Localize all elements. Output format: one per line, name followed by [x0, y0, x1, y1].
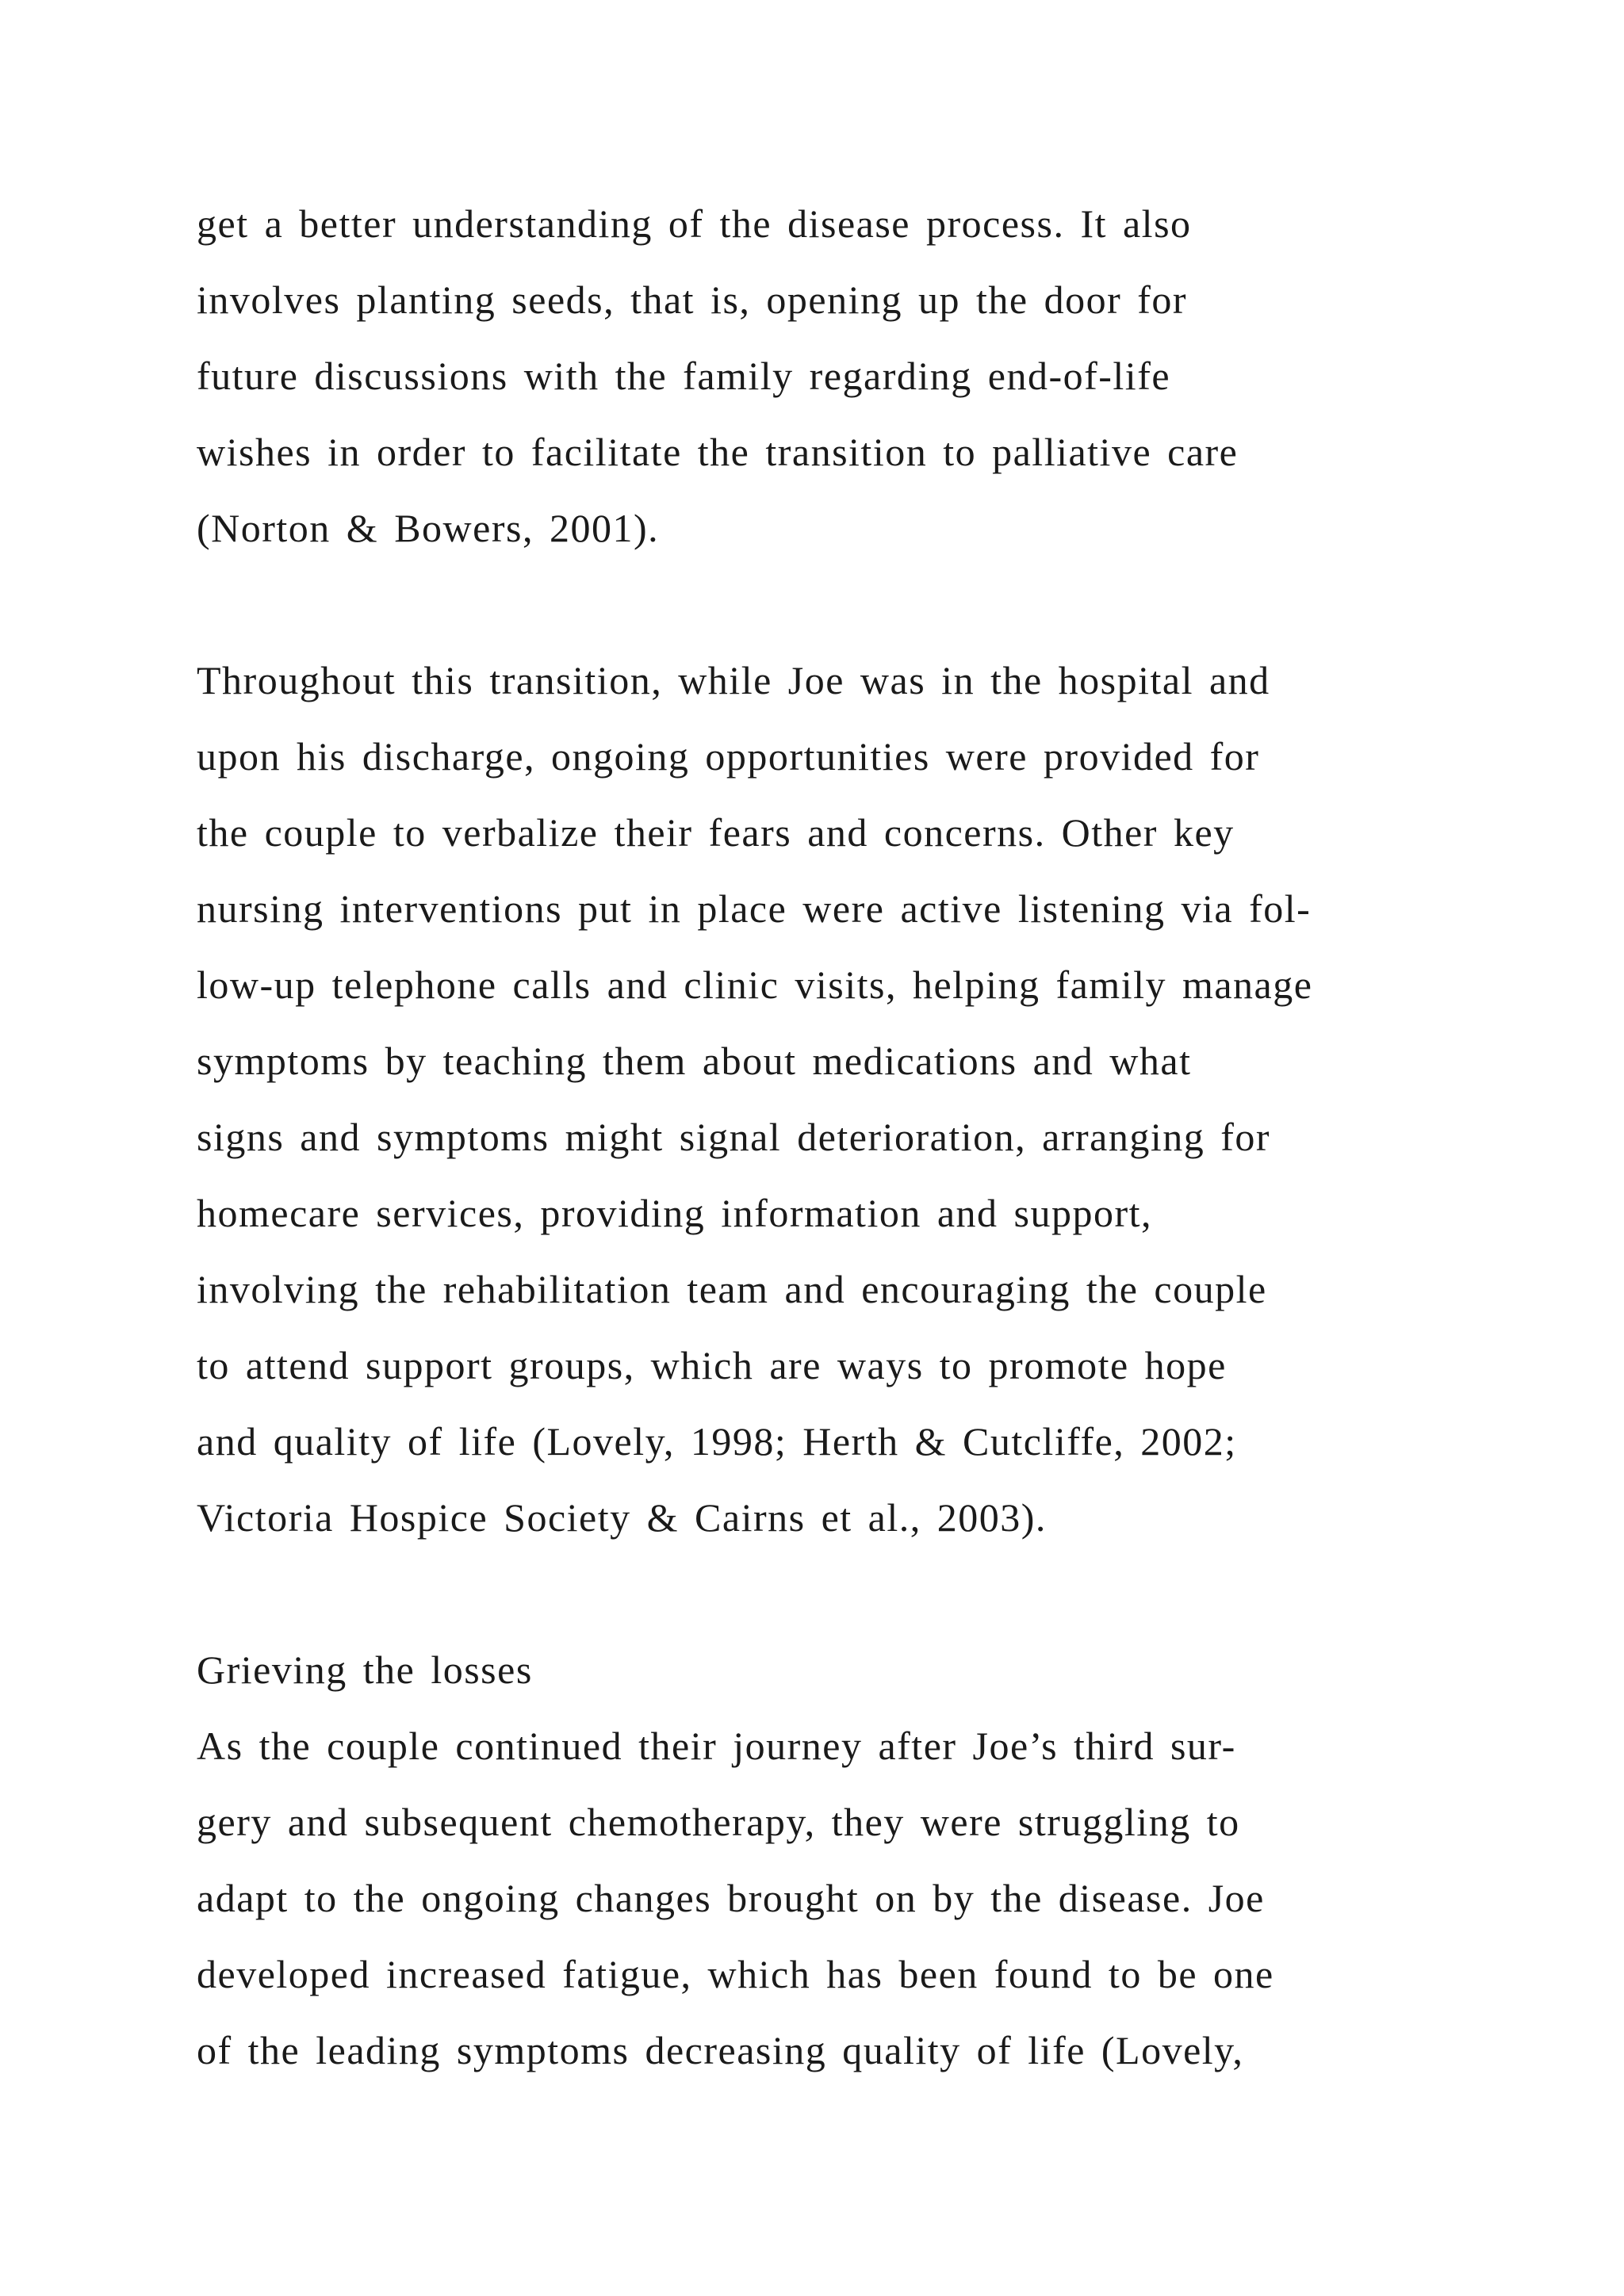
text-line: gery and subsequent chemotherapy, they were struggling to: [197, 1800, 1240, 1844]
text-line: (Norton & Bowers, 2001).: [197, 506, 660, 550]
text-line: nursing interventions put in place were active listening via fol-: [197, 886, 1312, 931]
paragraph-2: [197, 642, 1465, 1556]
text-line: homecare services, providing information and support,: [197, 1191, 1153, 1235]
paragraph-1: [197, 186, 1465, 566]
text-line: of the leading symptoms decreasing quality of life (Lovely,: [197, 2028, 1244, 2072]
text-line: get a better understanding of the disease process. It also: [197, 201, 1192, 246]
text-line: involves planting seeds, that is, opening up the door for: [197, 277, 1188, 322]
text-line: symptoms by teaching them about medications and what: [197, 1039, 1192, 1083]
text-line: signs and symptoms might signal deterioration, arranging for: [197, 1115, 1271, 1159]
text-line: Throughout this transition, while Joe was in the hospital and: [197, 658, 1270, 702]
text-line: As the couple continued their journey after Joe’s third sur-: [197, 1724, 1236, 1768]
text-line: upon his discharge, ongoing opportunities were provided for: [197, 734, 1260, 779]
text-line: wishes in order to facilitate the transition to palliative care: [197, 430, 1239, 474]
text-line: developed increased fatigue, which has been found to be one: [197, 1952, 1274, 1996]
text-line: involving the rehabilitation team and encouraging the couple: [197, 1267, 1267, 1311]
text-line: low-up telephone calls and clinic visits, helping family manage: [197, 962, 1313, 1007]
section-heading: [197, 1632, 1465, 1708]
text-line: Victoria Hospice Society & Cairns et al., 2003).: [197, 1495, 1047, 1540]
text-line: to attend support groups, which are ways to promote hope: [197, 1343, 1227, 1387]
text-line: and quality of life (Lovely, 1998; Herth & Cutcliffe, 2002;: [197, 1419, 1237, 1464]
section-heading-text: Grieving the losses: [197, 1647, 533, 1692]
text-line: future discussions with the family regarding end-of-life: [197, 354, 1171, 398]
text-line: adapt to the ongoing changes brought on by the disease. Joe: [197, 1876, 1265, 1920]
paragraph-3: [197, 1708, 1465, 2088]
text-line: the couple to verbalize their fears and concerns. Other key: [197, 810, 1235, 855]
